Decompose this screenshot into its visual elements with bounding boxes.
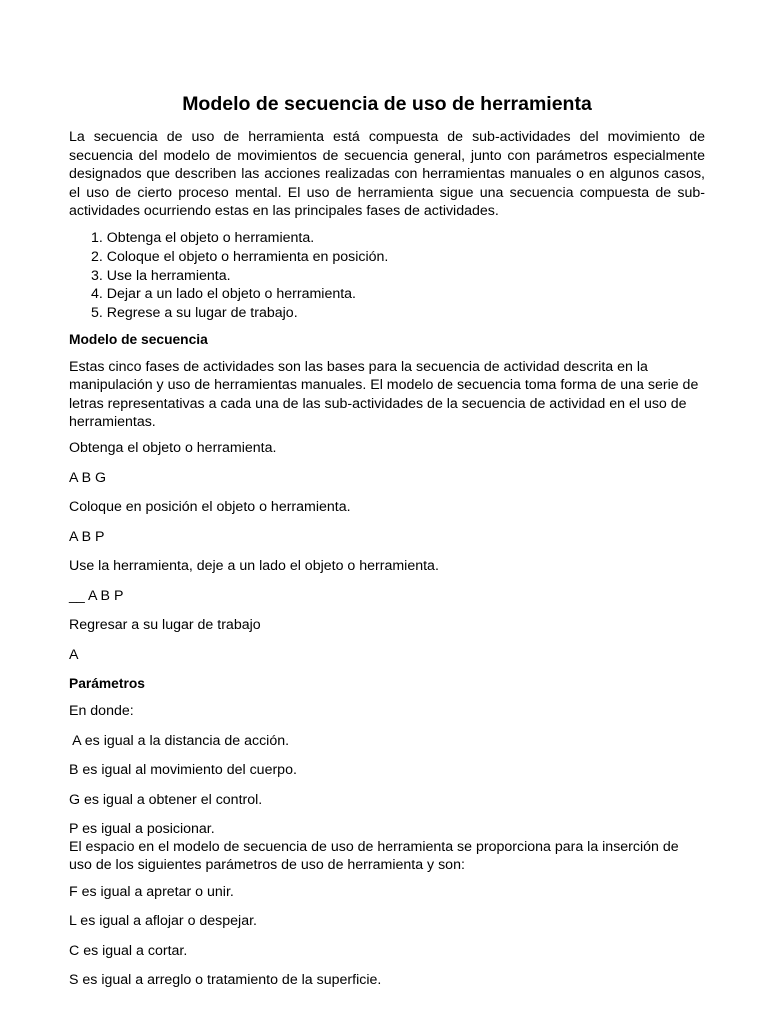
tool-parameter-item: L es igual a aflojar o despejar. bbox=[69, 913, 257, 930]
document-page bbox=[69, 92, 705, 1001]
page-title: Modelo de secuencia de uso de herramienta bbox=[182, 93, 592, 115]
phase-label: Regresar a su lugar de trabajo bbox=[69, 617, 261, 634]
definition-item: G es igual a obtener el control. bbox=[69, 791, 263, 808]
phase-label: Obtenga el objeto o herramienta. bbox=[69, 440, 277, 457]
phase-label: Use la herramienta, deje a un lado el objeto o herramienta. bbox=[69, 558, 439, 575]
phase-code: A B P bbox=[69, 528, 105, 545]
phase-list bbox=[69, 229, 705, 323]
phase-label: Coloque en posición el objeto o herramienta. bbox=[69, 499, 351, 516]
list-item: 4. Dejar a un lado el objeto o herramienta. bbox=[91, 286, 356, 303]
parametros-paragraph: El espacio en el modelo de secuencia de uso de herramienta se proporciona para la inserción de uso de los siguientes parámetros de uso de herramienta y son: bbox=[69, 839, 679, 874]
tool-parameter-item: F es igual a apretar o unir. bbox=[69, 883, 234, 900]
list-item: 1. Obtenga el objeto o herramienta. bbox=[91, 229, 315, 246]
phase-code: A B G bbox=[69, 469, 107, 486]
definition-item: B es igual al movimiento del cuerpo. bbox=[69, 762, 297, 779]
tool-parameter-item: C es igual a cortar. bbox=[69, 942, 188, 959]
modelo-paragraph: Estas cinco fases de actividades son las bases para la secuencia de actividad descrita en la manipulación y uso de herramientas manuales. El modelo de secuencia toma forma de una serie de letras representativas a cada una de las sub-actividades de la secuencia de actividad en el uso de herramientas. bbox=[69, 358, 699, 430]
phase-code: A bbox=[69, 646, 79, 663]
list-item: 2. Coloque el objeto o herramienta en posición. bbox=[91, 248, 389, 265]
section-heading-parametros: Parámetros bbox=[69, 676, 145, 692]
section-heading-modelo: Modelo de secuencia bbox=[69, 331, 208, 347]
intro-paragraph: La secuencia de uso de herramienta está compuesta de sub-actividades del movimiento de secuencia del modelo de movimientos de secuencia general, junto con parámetros especialmente designados que describen las acciones realizadas con herramientas manuales o en algunos casos, el uso de cierto proceso mental. El uso de herramienta sigue una secuencia compuesta de sub-actividades ocurriendo estas en las principales fases de actividades. bbox=[69, 129, 705, 220]
list-item: 5. Regrese a su lugar de trabajo. bbox=[91, 305, 298, 322]
definition-item: A es igual a la distancia de acción. bbox=[69, 732, 290, 749]
tool-parameter-item: S es igual a arreglo o tratamiento de la superficie. bbox=[69, 972, 382, 989]
list-item: 3. Use la herramienta. bbox=[91, 267, 231, 284]
definition-item: P es igual a posicionar. bbox=[69, 821, 215, 838]
phase-code: __ A B P bbox=[69, 587, 124, 604]
parametros-intro: En donde: bbox=[69, 703, 134, 720]
